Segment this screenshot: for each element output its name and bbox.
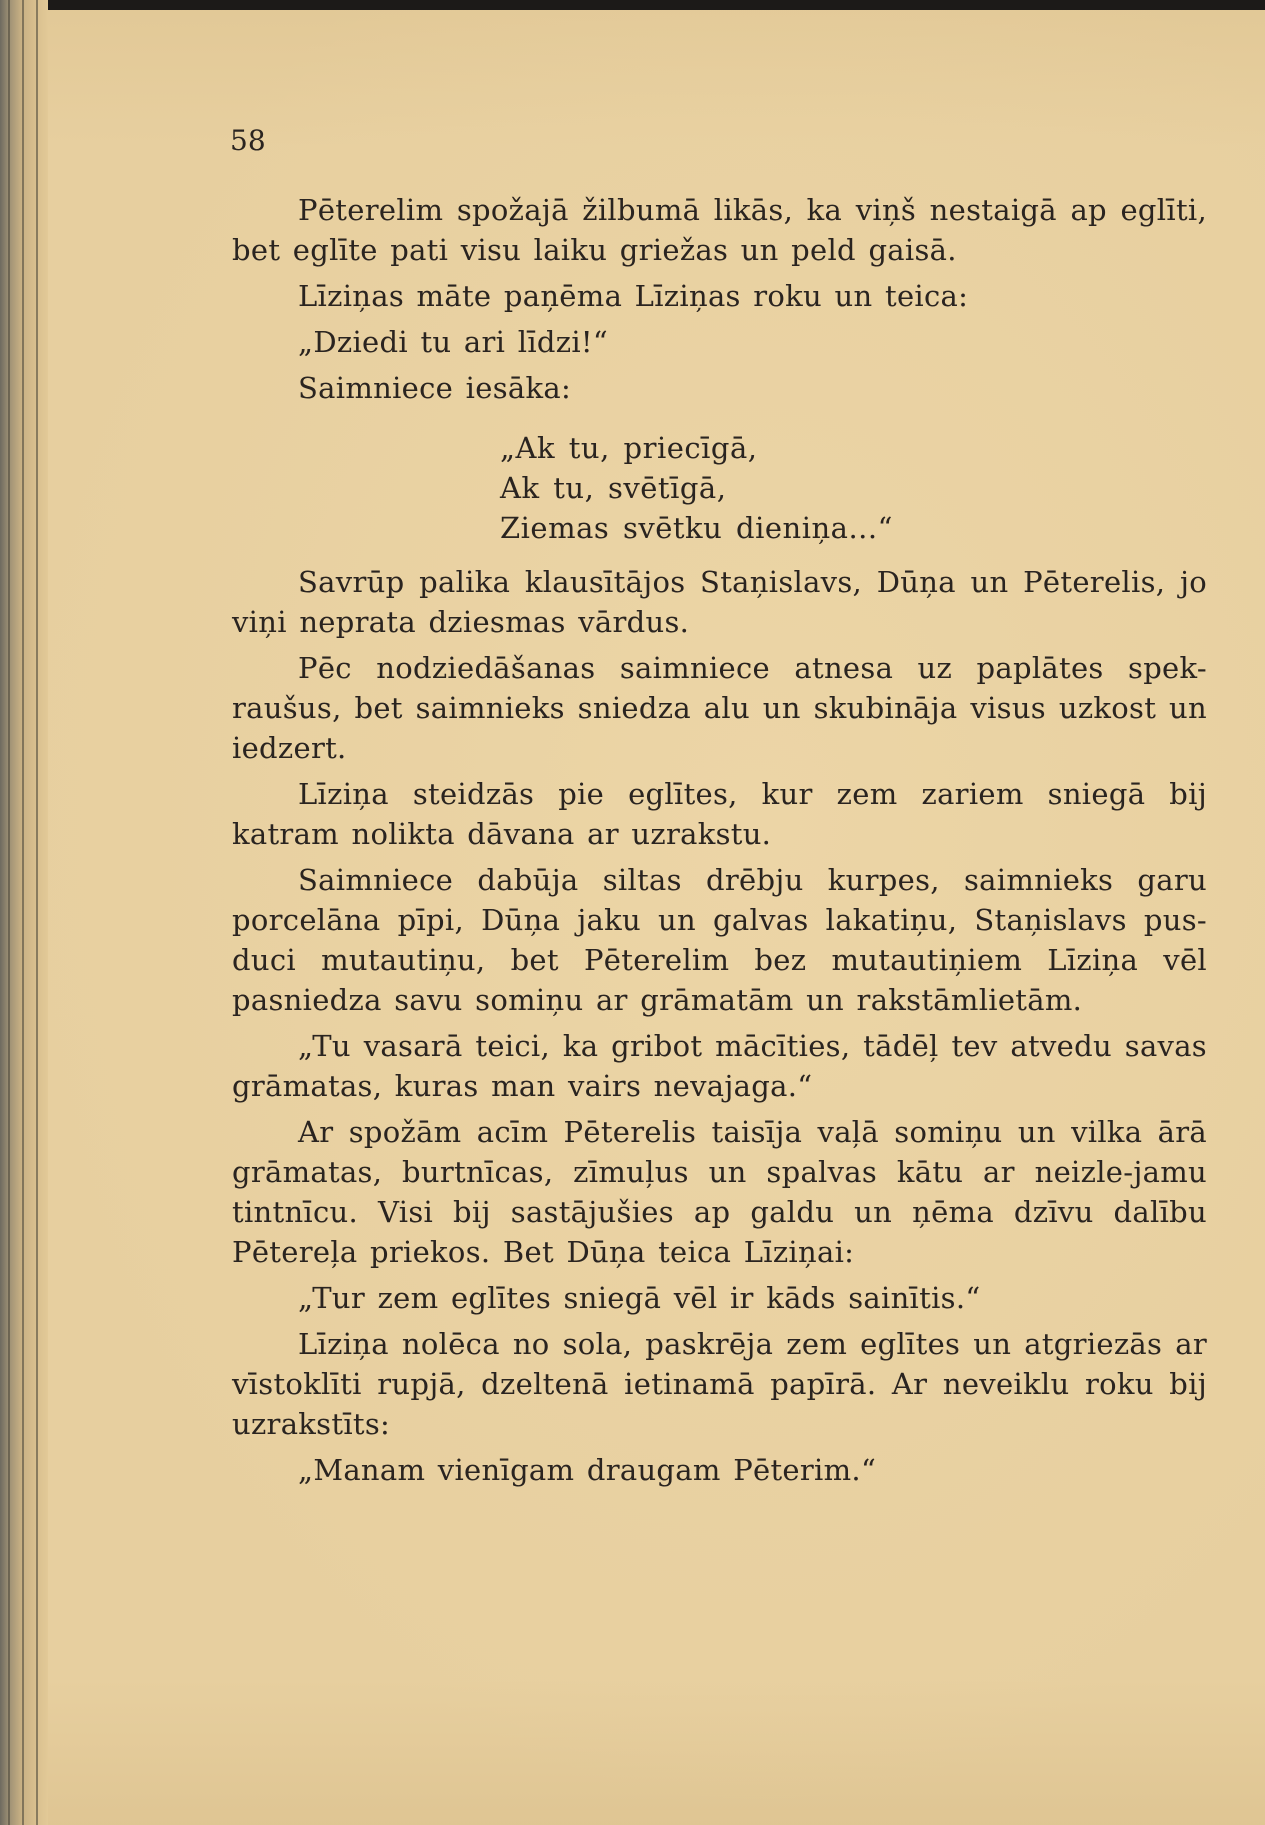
paragraph: Savrūp palika klausītājos Staņislavs, Dūņa un Pēterelis, jo viņi neprata dziesmas vārdus. bbox=[232, 565, 1207, 639]
page-number: 58 bbox=[230, 124, 266, 157]
poem bbox=[500, 428, 1207, 548]
spine-line bbox=[22, 0, 24, 1825]
paragraph: Saimniece dabūja siltas drēbju kurpes, saimnieks garu porcelāna pīpi, Dūņa jaku un galvas lakatiņu, Staņislavs pus-duci mutautiņu, bet Pēterelim bez mutautiņiem Līziņa vēl pasniedza savu somiņu ar grāmatām un rakstāmlietām. bbox=[232, 863, 1207, 1017]
paragraph: Saimniece iesāka: bbox=[298, 371, 572, 405]
poem-line: Ziemas svētku dieniņa...“ bbox=[500, 511, 893, 545]
paragraph: Pēterelim spožajā žilbumā likās, ka viņš nestaigā ap eglīti, bet eglīte pati visu laiku griežas un peld gaisā. bbox=[232, 193, 1207, 267]
paragraph: Līziņa nolēca no sola, paskrēja zem eglītes un atgriezās ar vīstoklīti rupjā, dzeltenā ietinamā papīrā. Ar neveiklu roku bij uzrakstīts: bbox=[232, 1327, 1207, 1441]
paragraph: Ar spožām acīm Pēterelis taisīja vaļā somiņu un vilka ārā grāmatas, burtnīcas, zīmuļus un spalvas kātu ar neizle-jamu tintnīcu. Visi bij sastājušies ap galdu un ņēma dzīvu dalību Pētereļa priekos. Bet Dūņa teica Līziņai: bbox=[232, 1115, 1207, 1269]
spine-line bbox=[8, 0, 10, 1825]
page-body bbox=[232, 190, 1207, 1490]
paragraph: Pēc nodziedāšanas saimniece atnesa uz paplātes spek-raušus, bet saimnieks sniedza alu un skubināja visus uzkost un iedzert. bbox=[232, 651, 1207, 765]
poem-line: „Ak tu, priecīgā, bbox=[500, 431, 758, 465]
paragraph: Līziņa steidzās pie eglītes, kur zem zariem sniegā bij katram nolikta dāvana ar uzrakstu. bbox=[232, 777, 1207, 851]
paragraph: „Tu vasarā teici, ka gribot mācīties, tādēļ tev atvedu savas grāmatas, kuras man vairs nevajaga.“ bbox=[232, 1029, 1207, 1103]
poem-line: Ak tu, svētīgā, bbox=[500, 471, 727, 505]
spine-line bbox=[36, 0, 38, 1825]
page-top-edge bbox=[0, 0, 1265, 10]
paragraph: „Dziedi tu ari līdzi!“ bbox=[298, 325, 608, 359]
paragraph: „Tur zem eglītes sniegā vēl ir kāds sainītis.“ bbox=[298, 1281, 981, 1315]
paragraph: Līziņas māte paņēma Līziņas roku un teica: bbox=[298, 279, 969, 313]
paragraph: „Manam vienīgam draugam Pēterim.“ bbox=[298, 1453, 877, 1487]
